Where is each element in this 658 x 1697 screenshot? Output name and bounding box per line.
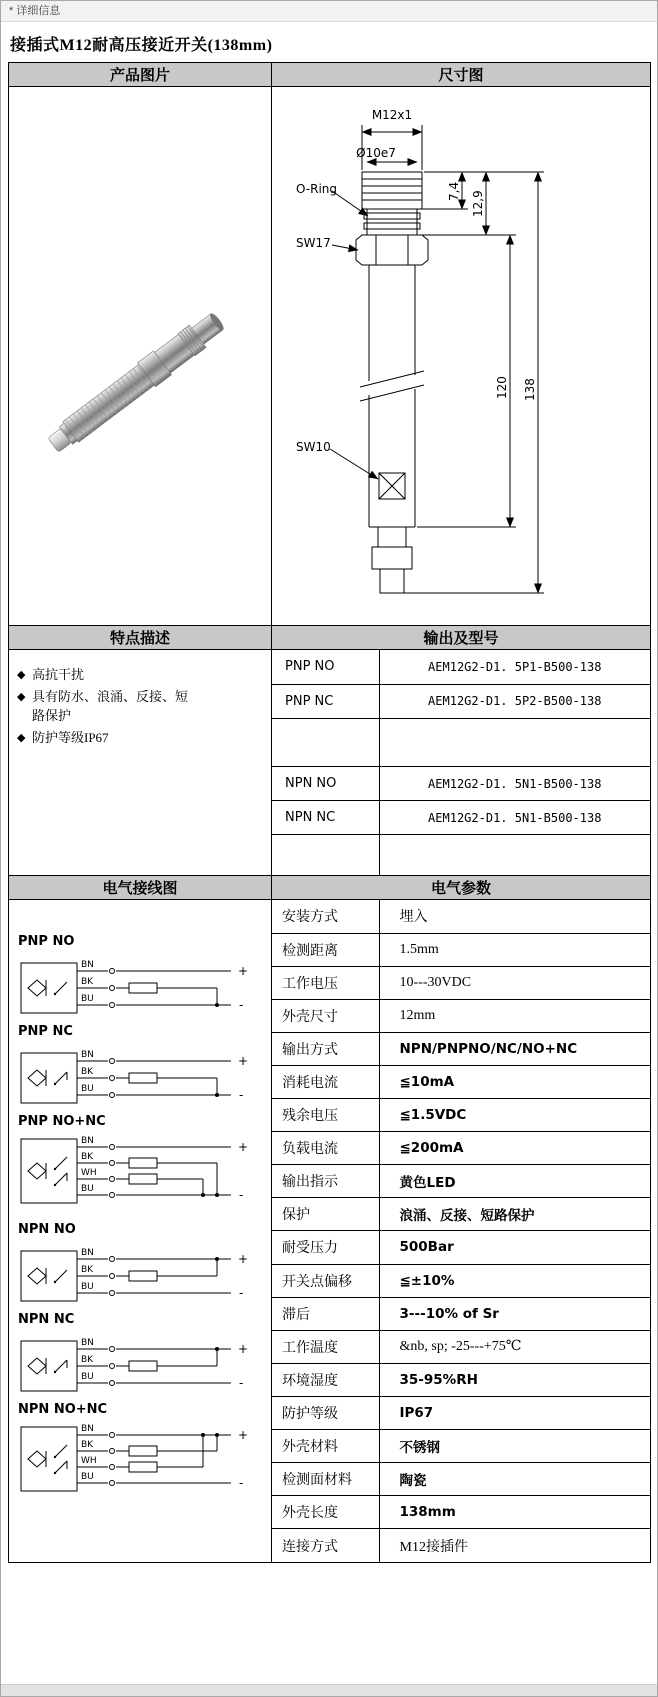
wire-label: BK bbox=[81, 1265, 94, 1275]
model-code bbox=[379, 718, 650, 767]
param-row bbox=[272, 1363, 650, 1396]
model-type bbox=[272, 835, 379, 875]
threaded-body bbox=[63, 364, 155, 442]
dim-label-sw17: SW17 bbox=[296, 236, 331, 250]
param-row bbox=[272, 999, 650, 1032]
model-type: NPN NO bbox=[272, 767, 379, 801]
wire-label: WH bbox=[81, 1456, 97, 1466]
models-cell bbox=[272, 650, 651, 876]
wire-label: BN bbox=[81, 960, 94, 970]
dim-label-diameter: Ø10e7 bbox=[356, 146, 396, 160]
wire-label: BN bbox=[81, 1050, 94, 1060]
param-name: 外壳材料 bbox=[272, 1430, 379, 1463]
wiring-diagram-npn-no bbox=[17, 1239, 265, 1305]
feature-text: 具有防水、浪涌、反接、短路保护 bbox=[32, 688, 189, 723]
diamond-bullet-icon: ◆ bbox=[17, 690, 26, 703]
param-name: 安装方式 bbox=[272, 900, 379, 933]
param-value: 10---30VDC bbox=[379, 966, 650, 999]
param-row bbox=[272, 1165, 650, 1198]
minus-terminal: - bbox=[239, 1476, 244, 1490]
param-row bbox=[272, 966, 650, 999]
dim-label-120: 120 bbox=[495, 376, 509, 399]
param-value: &nb, sp; -25---+75℃ bbox=[379, 1330, 650, 1363]
param-row bbox=[272, 1529, 650, 1562]
model-row bbox=[272, 684, 650, 718]
header-wiring: 电气接线图 bbox=[9, 876, 272, 900]
feature-text: 高抗干扰 bbox=[32, 667, 85, 682]
wire-label: WH bbox=[81, 1168, 97, 1178]
plus-terminal: + bbox=[238, 1054, 249, 1068]
wire-label: BK bbox=[81, 1152, 94, 1162]
feature-text: 防护等级IP67 bbox=[32, 729, 109, 745]
header-row-3 bbox=[9, 876, 651, 900]
product-photo-cell bbox=[9, 87, 272, 626]
param-name: 滞后 bbox=[272, 1297, 379, 1330]
wire-label: BN bbox=[81, 1424, 94, 1434]
features-list bbox=[9, 650, 271, 747]
minus-terminal: - bbox=[239, 1286, 244, 1300]
param-value: 138mm bbox=[379, 1496, 650, 1529]
model-row bbox=[272, 718, 650, 767]
wiring-diagram-pnp-no bbox=[17, 951, 265, 1017]
param-name: 开关点偏移 bbox=[272, 1264, 379, 1297]
param-value: 3---10% of Sr bbox=[379, 1297, 650, 1330]
page-footer-strip bbox=[1, 1684, 657, 1696]
dim-label-12-9: 12,9 bbox=[471, 190, 485, 217]
dim-label-7-4: 7,4 bbox=[447, 181, 461, 201]
content-row-2 bbox=[9, 650, 651, 876]
param-row bbox=[272, 1330, 650, 1363]
wiring-diagram-npn-nc bbox=[17, 1329, 265, 1395]
param-row bbox=[272, 900, 650, 933]
param-value: ≦200mA bbox=[379, 1132, 650, 1165]
param-row bbox=[272, 1430, 650, 1463]
wire-label: BK bbox=[81, 1355, 94, 1365]
model-type: PNP NC bbox=[272, 684, 379, 718]
param-value: 黄色LED bbox=[379, 1165, 650, 1198]
header-features: 特点描述 bbox=[9, 626, 272, 650]
minus-terminal: - bbox=[239, 998, 244, 1012]
wiring-block bbox=[13, 1114, 271, 1215]
param-name: 工作温度 bbox=[272, 1330, 379, 1363]
param-value: 35-95%RH bbox=[379, 1363, 650, 1396]
minus-terminal: - bbox=[239, 1188, 244, 1202]
wire-label: BU bbox=[81, 994, 94, 1004]
model-code: AEM12G2-D1. 5N1-B500-138 bbox=[379, 767, 650, 801]
param-row bbox=[272, 1264, 650, 1297]
params-table bbox=[272, 900, 650, 1562]
model-code: AEM12G2-D1. 5P2-B500-138 bbox=[379, 684, 650, 718]
wire-label: BN bbox=[81, 1136, 94, 1146]
wiring-diagram-label: NPN NC bbox=[18, 1312, 75, 1327]
param-row bbox=[272, 1396, 650, 1429]
wiring-block bbox=[13, 1222, 271, 1305]
wire-label: BK bbox=[81, 977, 94, 987]
param-value: 不锈钢 bbox=[379, 1430, 650, 1463]
param-row bbox=[272, 1496, 650, 1529]
header-product-image: 产品图片 bbox=[9, 63, 272, 87]
param-value: 500Bar bbox=[379, 1231, 650, 1264]
param-name: 外壳长度 bbox=[272, 1496, 379, 1529]
wire-label: BN bbox=[81, 1248, 94, 1258]
model-code: AEM12G2-D1. 5P1-B500-138 bbox=[379, 650, 650, 684]
param-row bbox=[272, 1132, 650, 1165]
dimension-drawing-cell bbox=[272, 87, 651, 626]
param-name: 防护等级 bbox=[272, 1396, 379, 1429]
spec-table bbox=[8, 62, 651, 1563]
wiring-block bbox=[13, 1312, 271, 1395]
wiring-diagram-pnp-no-nc bbox=[17, 1131, 265, 1215]
param-row bbox=[272, 933, 650, 966]
wire-label: BN bbox=[81, 1338, 94, 1348]
header-dimension: 尺寸图 bbox=[272, 63, 651, 87]
param-name: 输出方式 bbox=[272, 1032, 379, 1065]
wire-label: BU bbox=[81, 1282, 94, 1292]
param-row bbox=[272, 1099, 650, 1132]
wiring-diagram-label: PNP NC bbox=[18, 1024, 73, 1039]
param-name: 保护 bbox=[272, 1198, 379, 1231]
wiring-diagram-label: NPN NO+NC bbox=[18, 1402, 108, 1417]
wiring-diagrams bbox=[9, 900, 271, 1503]
wiring-block bbox=[13, 1024, 271, 1107]
param-name: 输出指示 bbox=[272, 1165, 379, 1198]
plus-terminal: + bbox=[238, 1428, 249, 1442]
param-row bbox=[272, 1231, 650, 1264]
param-row bbox=[272, 1065, 650, 1098]
param-row bbox=[272, 1032, 650, 1065]
param-name: 检测距离 bbox=[272, 933, 379, 966]
param-name: 检测面材料 bbox=[272, 1463, 379, 1496]
param-name: 耐受压力 bbox=[272, 1231, 379, 1264]
model-row bbox=[272, 767, 650, 801]
param-value: 1.5mm bbox=[379, 933, 650, 966]
model-type: PNP NO bbox=[272, 650, 379, 684]
wiring-block bbox=[13, 1402, 271, 1503]
wire-label: BK bbox=[81, 1067, 94, 1077]
plus-terminal: + bbox=[238, 1140, 249, 1154]
breadcrumb-bar bbox=[1, 1, 657, 22]
wire-label: BU bbox=[81, 1084, 94, 1094]
features-cell bbox=[9, 650, 272, 876]
dim-label-thread: M12x1 bbox=[371, 108, 413, 122]
param-row bbox=[272, 1463, 650, 1496]
param-value: IP67 bbox=[379, 1396, 650, 1429]
wire-label: BU bbox=[81, 1372, 94, 1382]
param-name: 连接方式 bbox=[272, 1529, 379, 1562]
content-row-3 bbox=[9, 900, 651, 1563]
feature-item bbox=[17, 729, 267, 748]
header-params: 电气参数 bbox=[272, 876, 651, 900]
product-photo bbox=[9, 87, 270, 620]
wire-label: BK bbox=[81, 1440, 94, 1450]
model-code bbox=[379, 835, 650, 875]
plus-terminal: + bbox=[238, 964, 249, 978]
page-title: 接插式M12耐高压接近开关(138mm) bbox=[10, 37, 273, 54]
header-output-models: 输出及型号 bbox=[272, 626, 651, 650]
header-row-2 bbox=[9, 626, 651, 650]
param-name: 消耗电流 bbox=[272, 1065, 379, 1098]
feature-item bbox=[17, 666, 267, 685]
param-name: 残余电压 bbox=[272, 1099, 379, 1132]
model-row bbox=[272, 835, 650, 875]
wiring-diagram-label: PNP NO+NC bbox=[18, 1114, 106, 1129]
param-name: 环境湿度 bbox=[272, 1363, 379, 1396]
param-value: ≦1.5VDC bbox=[379, 1099, 650, 1132]
param-name: 负载电流 bbox=[272, 1132, 379, 1165]
wiring-diagram-pnp-nc bbox=[17, 1041, 265, 1107]
wiring-block bbox=[13, 934, 271, 1017]
model-type: NPN NC bbox=[272, 801, 379, 835]
param-value: 12mm bbox=[379, 999, 650, 1032]
wire-label: BU bbox=[81, 1184, 94, 1194]
param-value: ≦±10% bbox=[379, 1264, 650, 1297]
model-row bbox=[272, 801, 650, 835]
dim-label-138: 138 bbox=[523, 378, 537, 401]
top-note: * 详细信息 bbox=[9, 5, 61, 17]
header-row-1 bbox=[9, 63, 651, 87]
param-name: 工作电压 bbox=[272, 966, 379, 999]
wiring-diagram-label: PNP NO bbox=[18, 934, 75, 949]
param-value: 陶瓷 bbox=[379, 1463, 650, 1496]
param-row bbox=[272, 1198, 650, 1231]
wiring-diagram-label: NPN NO bbox=[18, 1222, 76, 1237]
dimension-texts bbox=[296, 108, 537, 454]
diamond-bullet-icon: ◆ bbox=[17, 731, 26, 744]
diamond-bullet-icon: ◆ bbox=[17, 669, 26, 681]
param-value: ≦10mA bbox=[379, 1065, 650, 1098]
param-name: 外壳尺寸 bbox=[272, 999, 379, 1032]
plus-terminal: + bbox=[238, 1252, 249, 1266]
dim-label-sw10: SW10 bbox=[296, 440, 331, 454]
minus-terminal: - bbox=[239, 1376, 244, 1390]
minus-terminal: - bbox=[239, 1088, 244, 1102]
feature-item bbox=[17, 688, 267, 726]
model-code: AEM12G2-D1. 5N1-B500-138 bbox=[379, 801, 650, 835]
model-type bbox=[272, 718, 379, 767]
model-row bbox=[272, 650, 650, 684]
sensor-outline bbox=[356, 172, 428, 593]
dimension-drawing bbox=[272, 87, 649, 620]
wiring-diagram-npn-no-nc bbox=[17, 1419, 265, 1503]
param-value: 浪涌、反接、短路保护 bbox=[379, 1198, 650, 1231]
wire-label: BU bbox=[81, 1472, 94, 1482]
param-value: 埋入 bbox=[379, 900, 650, 933]
param-value: NPN/PNPNO/NC/NO+NC bbox=[379, 1032, 650, 1065]
content-row-1 bbox=[9, 87, 651, 626]
params-cell bbox=[272, 900, 651, 1563]
models-table bbox=[272, 650, 650, 875]
wiring-cell bbox=[9, 900, 272, 1563]
param-row bbox=[272, 1297, 650, 1330]
dim-label-o-ring: O-Ring bbox=[296, 182, 338, 196]
param-value: M12接插件 bbox=[379, 1529, 650, 1562]
plus-terminal: + bbox=[238, 1342, 249, 1356]
